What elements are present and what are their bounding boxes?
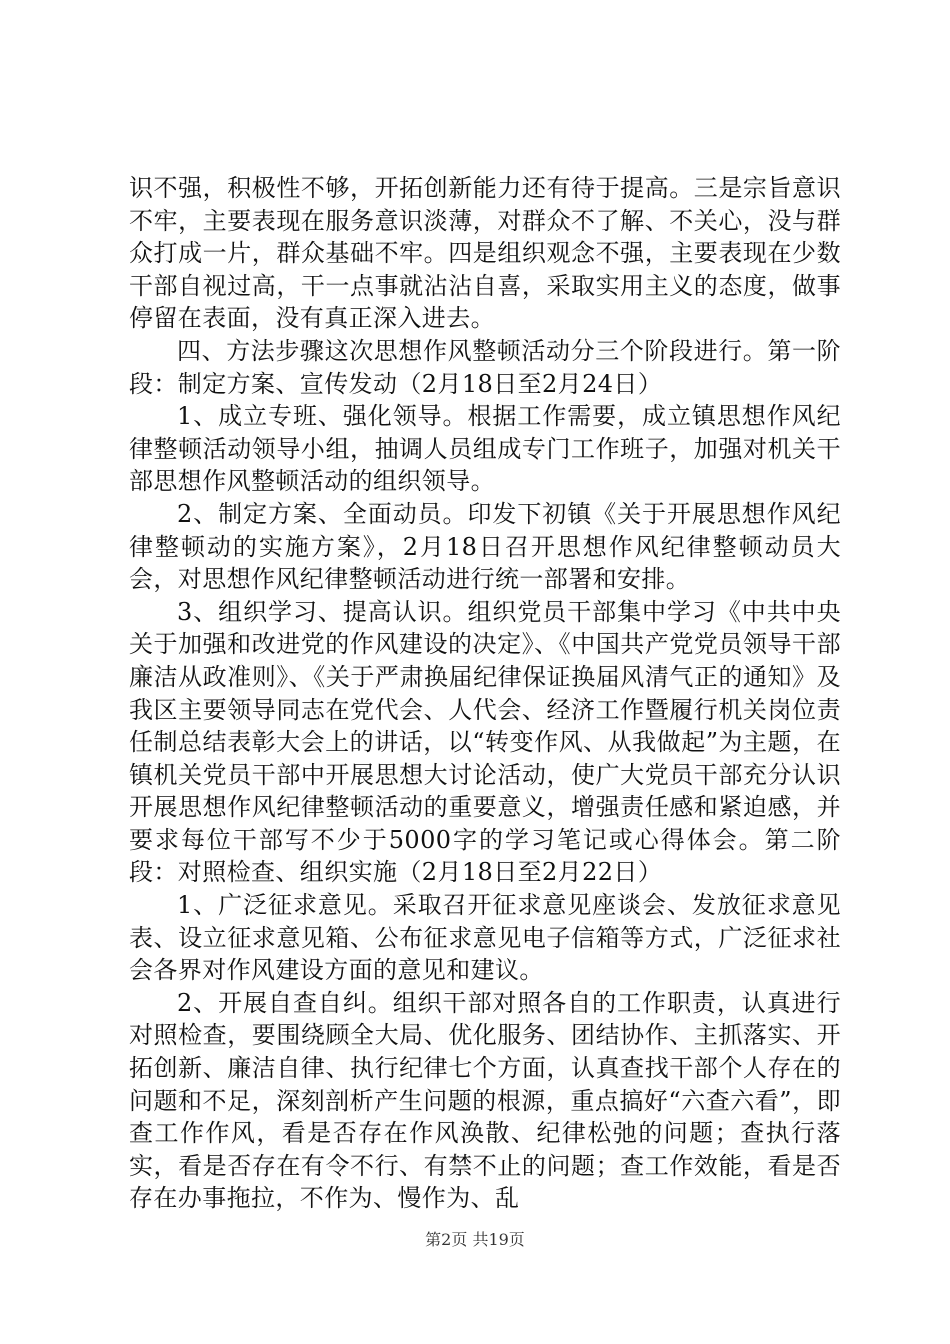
paragraph-4: 2、制定方案、全面动员。印发下初镇《关于开展思想作风纪律整顿动的实施方案》，2月18日召开思想作风纪律整顿动员大会，对思想作风纪律整顿活动进行统一部署和安排。: [129, 499, 841, 594]
paragraph-7: 2、开展自查自纠。组织干部对照各自的工作职责，认真进行对照检查，要围绕顾全大局、优化服务、团结协作、主抓落实、开拓创新、廉洁自律、执行纪律七个方面，认真查找干部个人存在的问题和不足，深刻剖析产生问题的根源，重点搞好“六查六看”，即查工作作风，看是否存在作风涣散、纪律松弛的问题；查执行落实，看是否存在有令不行、有禁不止的问题；查工作效能，看是否存在办事拖拉，不作为、慢作为、乱: [129, 988, 841, 1213]
paragraph-3: 1、成立专班、强化领导。根据工作需要，成立镇思想作风纪律整顿活动领导小组，抽调人员组成专门工作班子，加强对机关干部思想作风整顿活动的组织领导。: [129, 402, 841, 496]
paragraph-1: 识不强，积极性不够，开拓创新能力还有待于提高。三是宗旨意识不牢，主要表现在服务意识淡薄，对群众不了解、不关心，没与群众打成一片，群众基础不牢。四是组织观念不强，主要表现在少数干部自视过高，干一点事就沾沾自喜，采取实用主义的态度，做事停留在表面，没有真正深入进去。: [129, 174, 841, 333]
paragraph-5: 3、组织学习、提高认识。组织党员干部集中学习《中共中央关于加强和改进党的作风建设的决定》、《中国共产党党员领导干部廉洁从政准则》、《关于严肃换届纪律保证换届风清气正的通知》及我区主要领导同志在党代会、人代会、经济工作暨履行机关岗位责任制总结表彰大会上的讲话，以“转变作风、从我做起”为主题，在镇机关党员干部中开展思想大讨论活动，使广大党员干部充分认识开展思想作风纪律整顿活动的重要意义，增强责任感和紧迫感，并要求每位干部写不少于5000字的学习笔记或心得体会。第二阶段：对照检查、组织实施（2月18日至2月22日）: [129, 597, 841, 887]
paragraph-6: 1、广泛征求意见。采取召开征求意见座谈会、发放征求意见表、设立征求意见箱、公布征求意见电子信箱等方式，广泛征求社会各界对作风建设方面的意见和建议。: [129, 891, 841, 985]
document-body: [129, 172, 841, 1215]
page-footer: 第2页 共19页: [425, 1230, 525, 1249]
paragraph-2: 四、方法步骤这次思想作风整顿活动分三个阶段进行。第一阶段：制定方案、宣传发动（2月18日至2月24日）: [129, 336, 841, 398]
